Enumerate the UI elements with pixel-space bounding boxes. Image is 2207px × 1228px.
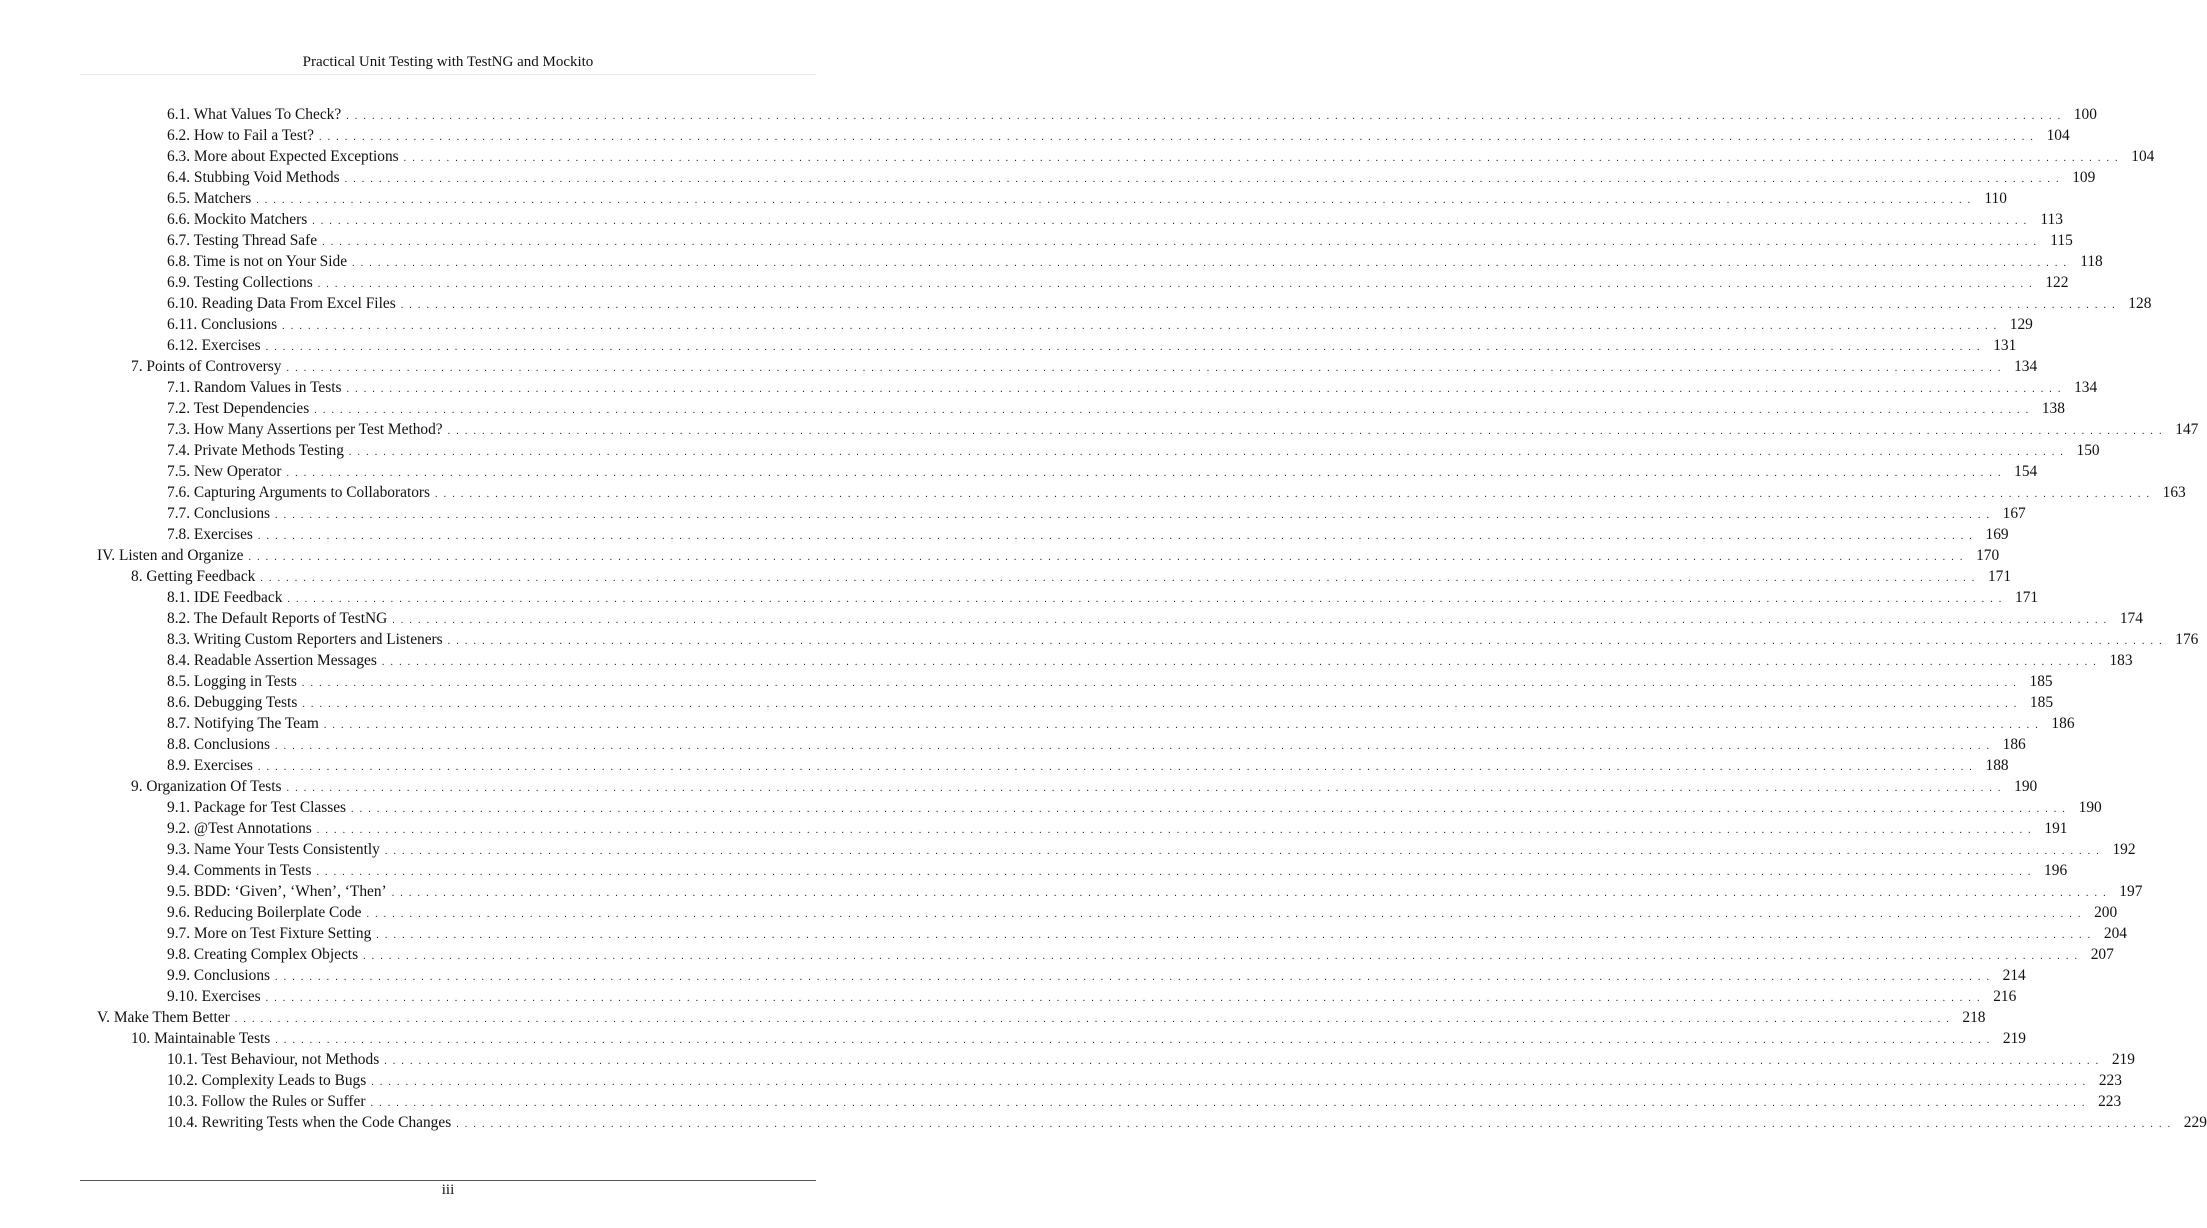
toc-entry[interactable] bbox=[0, 314, 2033, 335]
toc-entry-page-number[interactable]: 110 bbox=[1984, 190, 2007, 207]
toc-entry[interactable] bbox=[0, 1028, 2026, 1049]
dot-leader: . . . . . . . . . . . . . . . . . . . . . . . . . . . . . . . . . . . . . . . . . . . . . . . . . . . . . . . . . . . . . . . . . . . . . . . . . . . . . . . . . . . . . . . . . . . . . . . . . . . . . . . . . . . . . . . . . . . . . . . . . . . . . . . . . . . . . . . . . . . . . . . . . . . . . . . . . . . . . . . . . . . . . . . . . . . . . . . . . . . . . . . . . . . . . . . . . . . . . . . . bbox=[314, 405, 2030, 416]
toc-entry[interactable] bbox=[0, 461, 2038, 482]
toc-entry[interactable] bbox=[0, 839, 2136, 860]
toc-entry[interactable] bbox=[0, 923, 2127, 944]
toc-entry-page-number[interactable]: 223 bbox=[2098, 1072, 2122, 1089]
toc-entry[interactable] bbox=[0, 335, 2017, 356]
dot-leader: . . . . . . . . . . . . . . . . . . . . . . . . . . . . . . . . . . . . . . . . . . . . . . . . . . . . . . . . . . . . . . . . . . . . . . . . . . . . . . . . . . . . . . . . . . . . . . . . . . . . . . . . . . . . . . . . . . . . . . . . . . . . . . . . . . . . . . . . . . . . . . . . . . . . . . . . . . . . . . . . . . . . . . . . . . . . . . . . . . . . . . . . . . . . . . . . . . . . . . . . bbox=[435, 489, 2151, 500]
toc-entry-title[interactable]: 9.5. BDD: ‘Given’, ‘When’, ‘Then’ bbox=[167, 883, 387, 900]
toc-entry[interactable] bbox=[0, 356, 2038, 377]
dot-leader: . . . . . . . . . . . . . . . . . . . . . . . . . . . . . . . . . . . . . . . . . . . . . . . . . . . . . . . . . . . . . . . . . . . . . . . . . . . . . . . . . . . . . . . . . . . . . . . . . . . . . . . . . . . . . . . . . . . . . . . . . . . . . . . . . . . . . . . . . . . . . . . . . . . . . . . . . . . . . . . . . . . . . . . . . . . . . . . . . . . . . . . . . . . . . . . . . . . . . . . . bbox=[384, 1056, 2100, 1067]
toc-entry-page-number[interactable]: 186 bbox=[2002, 736, 2026, 753]
toc-entry-page-number[interactable]: 200 bbox=[2094, 904, 2118, 921]
toc-entry-page-number[interactable]: 188 bbox=[1985, 757, 2009, 774]
page-number: iii bbox=[441, 1182, 455, 1198]
toc-entry-page-number[interactable]: 169 bbox=[1985, 526, 2009, 543]
toc-entry[interactable] bbox=[0, 377, 2098, 398]
dot-leader: . . . . . . . . . . . . . . . . . . . . . . . . . . . . . . . . . . . . . . . . . . . . . . . . . . . . . . . . . . . . . . . . . . . . . . . . . . . . . . . . . . . . . . . . . . . . . . . . . . . . . . . . . . . . . . . . . . . . . . . . . . . . . . . . . . . . . . . . . . . . . . . . . . . . . . . . . . . . . . . . . . . . . . . . . . . . . . . . . . . . . . . . . . . . . . . . . . . . . . . . bbox=[256, 195, 1972, 206]
toc-entry-page-number[interactable]: 214 bbox=[2002, 967, 2026, 984]
toc-entry-title[interactable]: 8.9. Exercises bbox=[167, 757, 253, 774]
running-header: Practical Unit Testing with TestNG and Mockito bbox=[302, 54, 594, 70]
dot-leader: . . . . . . . . . . . . . . . . . . . . . . . . . . . . . . . . . . . . . . . . . . . . . . . . . . . . . . . . . . . . . . . . . . . . . . . . . . . . . . . . . . . . . . . . . . . . . . . . . . . . . . . . . . . . . . . . . . . . . . . . . . . . . . . . . . . . . . . . . . . . . . . . . . . . . . . . . . . . . . . . . . . . . . . . . . . . . . . . . . . . . . . . . . . . . . . . . . . . . . . . bbox=[260, 573, 1977, 584]
toc-entry-title[interactable]: 7.1. Random Values in Tests bbox=[167, 379, 342, 396]
dot-leader: . . . . . . . . . . . . . . . . . . . . . . . . . . . . . . . . . . . . . . . . . . . . . . . . . . . . . . . . . . . . . . . . . . . . . . . . . . . . . . . . . . . . . . . . . . . . . . . . . . . . . . . . . . . . . . . . . . . . . . . . . . . . . . . . . . . . . . . . . . . . . . . . . . . . . . . . . . . . . . . . . . . . . . . . . . . . . . . . . . . . . . . . . . . . . . . . . . . . . . . . bbox=[447, 426, 2164, 437]
toc-entry-title[interactable]: 9.1. Package for Test Classes bbox=[167, 799, 347, 816]
toc-entry-title[interactable]: 6.12. Exercises bbox=[167, 337, 261, 354]
toc-entry-title[interactable]: 6.9. Testing Collections bbox=[167, 274, 313, 291]
toc-entry-title[interactable]: 10.4. Rewriting Tests when the Code Changes bbox=[167, 1114, 452, 1131]
toc-entry-page-number[interactable]: 185 bbox=[2029, 694, 2054, 711]
dot-leader: . . . . . . . . . . . . . . . . . . . . . . . . . . . . . . . . . . . . . . . . . . . . . . . . . . . . . . . . . . . . . . . . . . . . . . . . . . . . . . . . . . . . . . . . . . . . . . . . . . . . . . . . . . . . . . . . . . . . . . . . . . . . . . . . . . . . . . . . . . . . . . . . . . . . . . . . . . . . . . . . . . . . . . . . . . . . . . . . . . . . . . . . . . . . . . . . . . . . . . . . bbox=[447, 636, 2164, 647]
dot-leader: . . . . . . . . . . . . . . . . . . . . . . . . . . . . . . . . . . . . . . . . . . . . . . . . . . . . . . . . . . . . . . . . . . . . . . . . . . . . . . . . . . . . . . . . . . . . . . . . . . . . . . . . . . . . . . . . . . . . . . . . . . . . . . . . . . . . . . . . . . . . . . . . . . . . . . . . . . . . . . . . . . . . . . . . . . . . . . . . . . . . . . . . . . . . . . . . . . . . . . . . bbox=[366, 909, 2083, 920]
toc-entry-page-number[interactable]: 147 bbox=[2175, 421, 2199, 438]
toc-entry-page-number[interactable]: 134 bbox=[2014, 358, 2038, 375]
toc-entry[interactable] bbox=[0, 902, 2118, 923]
toc-entry-title[interactable]: 9.6. Reducing Boilerplate Code bbox=[167, 904, 362, 921]
toc-entry[interactable] bbox=[0, 1070, 2122, 1091]
toc-entry[interactable] bbox=[0, 272, 2069, 293]
toc-entry-page-number[interactable]: 176 bbox=[2175, 631, 2199, 648]
toc-entry[interactable] bbox=[0, 986, 2017, 1007]
dot-leader: . . . . . . . . . . . . . . . . . . . . . . . . . . . . . . . . . . . . . . . . . . . . . . . . . . . . . . . . . . . . . . . . . . . . . . . . . . . . . . . . . . . . . . . . . . . . . . . . . . . . . . . . . . . . . . . . . . . . . . . . . . . . . . . . . . . . . . . . . . . . . . . . . . . . . . . . . . . . . . . . . . . . . . . . . . . . . . . . . . . . . . . . . . . . . . . . . . . . . . . . bbox=[323, 720, 2040, 731]
dot-leader: . . . . . . . . . . . . . . . . . . . . . . . . . . . . . . . . . . . . . . . . . . . . . . . . . . . . . . . . . . . . . . . . . . . . . . . . . . . . . . . . . . . . . . . . . . . . . . . . . . . . . . . . . . . . . . . . . . . . . . . . . . . . . . . . . . . . . . . . . . . . . . . . . . . . . . . . . . . . . . . . . . . . . . . . . . . . . . . . . . . . . . . . . . . . . . . . . . . . . . . . bbox=[400, 300, 2117, 311]
toc-entry-title[interactable]: 9.9. Conclusions bbox=[167, 967, 271, 984]
toc-entry-page-number[interactable]: 229 bbox=[2183, 1114, 2207, 1131]
dot-leader: . . . . . . . . . . . . . . . . . . . . . . . . . . . . . . . . . . . . . . . . . . . . . . . . . . . . . . . . . . . . . . . . . . . . . . . . . . . . . . . . . . . . . . . . . . . . . . . . . . . . . . . . . . . . . . . . . . . . . . . . . . . . . . . . . . . . . . . . . . . . . . . . . . . . . . . . . . . . . . . . . . . . . . . . . . . . . . . . . . . . . . . . . . . . . . . . . . . . . . . . bbox=[352, 258, 2068, 269]
toc-entry[interactable] bbox=[0, 734, 2026, 755]
dot-leader: . . . . . . . . . . . . . . . . . . . . . . . . . . . . . . . . . . . . . . . . . . . . . . . . . . . . . . . . . . . . . . . . . . . . . . . . . . . . . . . . . . . . . . . . . . . . . . . . . . . . . . . . . . . . . . . . . . . . . . . . . . . . . . . . . . . . . . . . . . . . . . . . . . . . . . . . . . . . . . . . . . . . . . . . . . . . . . . . . . . . . . . . . . . . . . . . . . . . . . . . bbox=[312, 216, 2028, 227]
toc-entry-title[interactable]: 8.6. Debugging Tests bbox=[167, 694, 298, 711]
dot-leader: . . . . . . . . . . . . . . . . . . . . . . . . . . . . . . . . . . . . . . . . . . . . . . . . . . . . . . . . . . . . . . . . . . . . . . . . . . . . . . . . . . . . . . . . . . . . . . . . . . . . . . . . . . . . . . . . . . . . . . . . . . . . . . . . . . . . . . . . . . . . . . . . . . . . . . . . . . . . . . . . . . . . . . . . . . . . . . . . . . . . . . . . . . . . . . . . . . . . . . . . bbox=[316, 825, 2033, 836]
dot-leader: . . . . . . . . . . . . . . . . . . . . . . . . . . . . . . . . . . . . . . . . . . . . . . . . . . . . . . . . . . . . . . . . . . . . . . . . . . . . . . . . . . . . . . . . . . . . . . . . . . . . . . . . . . . . . . . . . . . . . . . . . . . . . . . . . . . . . . . . . . . . . . . . . . . . . . . . . . . . . . . . . . . . . . . . . . . . . . . . . . . . . . . . . . . . . . . . . . . . . . . . bbox=[384, 846, 2101, 857]
toc-entry-title[interactable]: 10. Maintainable Tests bbox=[131, 1030, 271, 1047]
toc-entry-title[interactable]: 10.2. Complexity Leads to Bugs bbox=[167, 1072, 367, 1089]
toc-entry-page-number[interactable]: 104 bbox=[2046, 127, 2070, 144]
toc-entry-page-number[interactable]: 167 bbox=[2002, 505, 2026, 522]
toc-entry-page-number[interactable]: 191 bbox=[2044, 820, 2068, 837]
toc-entry-page-number[interactable]: 138 bbox=[2041, 400, 2065, 417]
toc-entry[interactable] bbox=[0, 419, 2199, 440]
toc-entry-title[interactable]: 9.2. @Test Annotations bbox=[167, 820, 312, 837]
toc-entry[interactable] bbox=[0, 1049, 2135, 1070]
toc-entry-page-number[interactable]: 109 bbox=[2072, 169, 2096, 186]
toc-entry[interactable] bbox=[0, 692, 2054, 713]
toc-entry-title[interactable]: 7.6. Capturing Arguments to Collaborators bbox=[167, 484, 431, 501]
table-of-contents bbox=[0, 104, 2207, 1133]
toc-entry[interactable] bbox=[0, 440, 2100, 461]
toc-entry-page-number[interactable]: 129 bbox=[2009, 316, 2033, 333]
dot-leader: . . . . . . . . . . . . . . . . . . . . . . . . . . . . . . . . . . . . . . . . . . . . . . . . . . . . . . . . . . . . . . . . . . . . . . . . . . . . . . . . . . . . . . . . . . . . . . . . . . . . . . . . . . . . . . . . . . . . . . . . . . . . . . . . . . . . . . . . . . . . . . . . . . . . . . . . . . . . . . . . . . . . . . . . . . . . . . . . . . . . . . . . . . . . . . . . . . . . . . . . bbox=[376, 930, 2092, 941]
dot-leader: . . . . . . . . . . . . . . . . . . . . . . . . . . . . . . . . . . . . . . . . . . . . . . . . . . . . . . . . . . . . . . . . . . . . . . . . . . . . . . . . . . . . . . . . . . . . . . . . . . . . . . . . . . . . . . . . . . . . . . . . . . . . . . . . . . . . . . . . . . . . . . . . . . . . . . . . . . . . . . . . . . . . . . . . . . . . . . . . . . . . . . . . . . . . . . . . . . . . . . . . bbox=[257, 762, 1974, 773]
dot-leader: . . . . . . . . . . . . . . . . . . . . . . . . . . . . . . . . . . . . . . . . . . . . . . . . . . . . . . . . . . . . . . . . . . . . . . . . . . . . . . . . . . . . . . . . . . . . . . . . . . . . . . . . . . . . . . . . . . . . . . . . . . . . . . . . . . . . . . . . . . . . . . . . . . . . . . . . . . . . . . . . . . . . . . . . . . . . . . . . . . . . . . . . . . . . . . . . . . . . . . . . bbox=[275, 972, 1991, 983]
toc-entry[interactable] bbox=[0, 545, 2000, 566]
toc-entry-title[interactable]: 8.7. Notifying The Team bbox=[167, 715, 319, 732]
dot-leader: . . . . . . . . . . . . . . . . . . . . . . . . . . . . . . . . . . . . . . . . . . . . . . . . . . . . . . . . . . . . . . . . . . . . . . . . . . . . . . . . . . . . . . . . . . . . . . . . . . . . . . . . . . . . . . . . . . . . . . . . . . . . . . . . . . . . . . . . . . . . . . . . . . . . . . . . . . . . . . . . . . . . . . . . . . . . . . . . . . . . . . . . . . . . . . . . . . . . . . . . bbox=[317, 279, 2034, 290]
toc-entry-title[interactable]: 6.8. Time is not on Your Side bbox=[167, 253, 348, 270]
toc-entry[interactable] bbox=[0, 1007, 1986, 1028]
dot-leader: . . . . . . . . . . . . . . . . . . . . . . . . . . . . . . . . . . . . . . . . . . . . . . . . . . . . . . . . . . . . . . . . . . . . . . . . . . . . . . . . . . . . . . . . . . . . . . . . . . . . . . . . . . . . . . . . . . . . . . . . . . . . . . . . . . . . . . . . . . . . . . . . . . . . . . . . . . . . . . . . . . . . . . . . . . . . . . . . . . . . . . . . . . . . . . . . . . . . . . . . bbox=[286, 783, 2003, 794]
toc-entry-title[interactable]: 9.7. More on Test Fixture Setting bbox=[167, 925, 372, 942]
toc-entry[interactable] bbox=[0, 650, 2133, 671]
dot-leader: . . . . . . . . . . . . . . . . . . . . . . . . . . . . . . . . . . . . . . . . . . . . . . . . . . . . . . . . . . . . . . . . . . . . . . . . . . . . . . . . . . . . . . . . . . . . . . . . . . . . . . . . . . . . . . . . . . . . . . . . . . . . . . . . . . . . . . . . . . . . . . . . . . . . . . . . . . . . . . . . . . . . . . . . . . . . . . . . . . . . . . . . . . . . . . . . . . . . . . . . bbox=[265, 342, 1982, 353]
toc-entry[interactable] bbox=[0, 629, 2199, 650]
toc-entry-page-number[interactable]: 207 bbox=[2090, 946, 2114, 963]
toc-entry[interactable] bbox=[0, 167, 2096, 188]
dot-leader: . . . . . . . . . . . . . . . . . . . . . . . . . . . . . . . . . . . . . . . . . . . . . . . . . . . . . . . . . . . . . . . . . . . . . . . . . . . . . . . . . . . . . . . . . . . . . . . . . . . . . . . . . . . . . . . . . . . . . . . . . . . . . . . . . . . . . . . . . . . . . . . . . . . . . . . . . . . . . . . . . . . . . . . . . . . . . . . . . . . . . . . . . . . . . . . . . . . . . . . . bbox=[392, 615, 2108, 626]
toc-entry-title[interactable]: 10.1. Test Behaviour, not Methods bbox=[167, 1051, 380, 1068]
toc-entry-title[interactable]: 9.3. Name Your Tests Consistently bbox=[167, 841, 380, 858]
dot-leader: . . . . . . . . . . . . . . . . . . . . . . . . . . . . . . . . . . . . . . . . . . . . . . . . . . . . . . . . . . . . . . . . . . . . . . . . . . . . . . . . . . . . . . . . . . . . . . . . . . . . . . . . . . . . . . . . . . . . . . . . . . . . . . . . . . . . . . . . . . . . . . . . . . . . . . . . . . . . . . . . . . . . . . . . . . . . . . . . . . . . . . . . . . . . . . . . . . . . . . . . bbox=[275, 510, 1991, 521]
toc-entry-title[interactable]: 8.5. Logging in Tests bbox=[167, 673, 297, 690]
toc-entry-title[interactable]: 9. Organization Of Tests bbox=[131, 778, 282, 795]
toc-entry[interactable] bbox=[0, 503, 2026, 524]
dot-leader: . . . . . . . . . . . . . . . . . . . . . . . . . . . . . . . . . . . . . . . . . . . . . . . . . . . . . . . . . . . . . . . . . . . . . . . . . . . . . . . . . . . . . . . . . . . . . . . . . . . . . . . . . . . . . . . . . . . . . . . . . . . . . . . . . . . . . . . . . . . . . . . . . . . . . . . . . . . . . . . . . . . . . . . . . . . . . . . . . . . . . . . . . . . . . . . . . . . . . . . . bbox=[302, 699, 2019, 710]
toc-entry[interactable] bbox=[0, 566, 2012, 587]
toc-entry-page-number[interactable]: 134 bbox=[2074, 379, 2098, 396]
toc-entry-page-number[interactable]: 122 bbox=[2045, 274, 2069, 291]
toc-entry-page-number[interactable]: 170 bbox=[1976, 547, 2000, 564]
dot-leader: . . . . . . . . . . . . . . . . . . . . . . . . . . . . . . . . . . . . . . . . . . . . . . . . . . . . . . . . . . . . . . . . . . . . . . . . . . . . . . . . . . . . . . . . . . . . . . . . . . . . . . . . . . . . . . . . . . . . . . . . . . . . . . . . . . . . . . . . . . . . . . . . . . . . . . . . . . . . . . . . . . . . . . . . . . . . . . . . . . . . . . . . . . . . . . . . . . . . . . . . bbox=[363, 951, 2079, 962]
toc-entry-page-number[interactable]: 223 bbox=[2098, 1093, 2122, 1110]
toc-entry-page-number[interactable]: 183 bbox=[2109, 652, 2133, 669]
toc-entry[interactable] bbox=[0, 146, 2155, 167]
toc-entry-page-number[interactable]: 185 bbox=[2029, 673, 2053, 690]
toc-entry-page-number[interactable]: 197 bbox=[2119, 883, 2143, 900]
toc-entry-title[interactable]: 9.4. Comments in Tests bbox=[167, 862, 312, 879]
toc-entry-title[interactable]: 6.6. Mockito Matchers bbox=[167, 211, 308, 228]
toc-entry[interactable] bbox=[0, 671, 2053, 692]
toc-entry-title[interactable]: 6.5. Matchers bbox=[167, 190, 252, 207]
toc-entry-page-number[interactable]: 190 bbox=[2014, 778, 2038, 795]
toc-entry-title[interactable]: 6.11. Conclusions bbox=[167, 316, 278, 333]
dot-leader: . . . . . . . . . . . . . . . . . . . . . . . . . . . . . . . . . . . . . . . . . . . . . . . . . . . . . . . . . . . . . . . . . . . . . . . . . . . . . . . . . . . . . . . . . . . . . . . . . . . . . . . . . . . . . . . . . . . . . . . . . . . . . . . . . . . . . . . . . . . . . . . . . . . . . . . . . . . . . . . . . . . . . . . . . . . . . . . . . . . . . . . . . . . . . . . . . . . . . . . . bbox=[275, 1035, 1991, 1046]
dot-leader: . . . . . . . . . . . . . . . . . . . . . . . . . . . . . . . . . . . . . . . . . . . . . . . . . . . . . . . . . . . . . . . . . . . . . . . . . . . . . . . . . . . . . . . . . . . . . . . . . . . . . . . . . . . . . . . . . . . . . . . . . . . . . . . . . . . . . . . . . . . . . . . . . . . . . . . . . . . . . . . . . . . . . . . . . . . . . . . . . . . . . . . . . . . . . . . . . . . . . . . . bbox=[316, 867, 2033, 878]
toc-entry[interactable] bbox=[0, 797, 2102, 818]
toc-entry-page-number[interactable]: 113 bbox=[2040, 211, 2063, 228]
dot-leader: . . . . . . . . . . . . . . . . . . . . . . . . . . . . . . . . . . . . . . . . . . . . . . . . . . . . . . . . . . . . . . . . . . . . . . . . . . . . . . . . . . . . . . . . . . . . . . . . . . . . . . . . . . . . . . . . . . . . . . . . . . . . . . . . . . . . . . . . . . . . . . . . . . . . . . . . . . . . . . . . . . . . . . . . . . . . . . . . . . . . . . . . . . . . . . . . . . . . . . . . bbox=[371, 1077, 2087, 1088]
dot-leader: . . . . . . . . . . . . . . . . . . . . . . . . . . . . . . . . . . . . . . . . . . . . . . . . . . . . . . . . . . . . . . . . . . . . . . . . . . . . . . . . . . . . . . . . . . . . . . . . . . . . . . . . . . . . . . . . . . . . . . . . . . . . . . . . . . . . . . . . . . . . . . . . . . . . . . . . . . . . . . . . . . . . . . . . . . . . . . . . . . . . . . . . . . . . . . . . . . . . . . . . bbox=[322, 237, 2038, 248]
dot-leader: . . . . . . . . . . . . . . . . . . . . . . . . . . . . . . . . . . . . . . . . . . . . . . . . . . . . . . . . . . . . . . . . . . . . . . . . . . . . . . . . . . . . . . . . . . . . . . . . . . . . . . . . . . . . . . . . . . . . . . . . . . . . . . . . . . . . . . . . . . . . . . . . . . . . . . . . . . . . . . . . . . . . . . . . . . . . . . . . . . . . . . . . . . . . . . . . . . . . . . . . bbox=[248, 552, 1965, 563]
toc-entry-page-number[interactable]: 219 bbox=[2111, 1051, 2135, 1068]
toc-entry-title[interactable]: 9.10. Exercises bbox=[167, 988, 261, 1005]
toc-entry[interactable] bbox=[0, 125, 2070, 146]
dot-leader: . . . . . . . . . . . . . . . . . . . . . . . . . . . . . . . . . . . . . . . . . . . . . . . . . . . . . . . . . . . . . . . . . . . . . . . . . . . . . . . . . . . . . . . . . . . . . . . . . . . . . . . . . . . . . . . . . . . . . . . . . . . . . . . . . . . . . . . . . . . . . . . . . . . . . . . . . . . . . . . . . . . . . . . . . . . . . . . . . . . . . . . . . . . . . . . . . . . . . . . . bbox=[344, 174, 2061, 185]
toc-entry[interactable] bbox=[0, 713, 2075, 734]
dot-leader: . . . . . . . . . . . . . . . . . . . . . . . . . . . . . . . . . . . . . . . . . . . . . . . . . . . . . . . . . . . . . . . . . . . . . . . . . . . . . . . . . . . . . . . . . . . . . . . . . . . . . . . . . . . . . . . . . . . . . . . . . . . . . . . . . . . . . . . . . . . . . . . . . . . . . . . . . . . . . . . . . . . . . . . . . . . . . . . . . . . . . . . . . . . . . . . . . . . . . . . . bbox=[370, 1098, 2087, 1109]
toc-entry[interactable] bbox=[0, 818, 2068, 839]
toc-entry-title[interactable]: 8.1. IDE Feedback bbox=[167, 589, 283, 606]
dot-leader: . . . . . . . . . . . . . . . . . . . . . . . . . . . . . . . . . . . . . . . . . . . . . . . . . . . . . . . . . . . . . . . . . . . . . . . . . . . . . . . . . . . . . . . . . . . . . . . . . . . . . . . . . . . . . . . . . . . . . . . . . . . . . . . . . . . . . . . . . . . . . . . . . . . . . . . . . . . . . . . . . . . . . . . . . . . . . . . . . . . . . . . . . . . . . . . . . . . . . . . . bbox=[318, 132, 2035, 143]
header-divider bbox=[80, 74, 816, 75]
toc-entry-page-number[interactable]: 171 bbox=[2015, 589, 2039, 606]
dot-leader: . . . . . . . . . . . . . . . . . . . . . . . . . . . . . . . . . . . . . . . . . . . . . . . . . . . . . . . . . . . . . . . . . . . . . . . . . . . . . . . . . . . . . . . . . . . . . . . . . . . . . . . . . . . . . . . . . . . . . . . . . . . . . . . . . . . . . . . . . . . . . . . . . . . . . . . . . . . . . . . . . . . . . . . . . . . . . . . . . . . . . . . . . . . . . . . . . . . . . . . . bbox=[391, 888, 2108, 899]
toc-entry-page-number[interactable]: 154 bbox=[2014, 463, 2038, 480]
dot-leader: . . . . . . . . . . . . . . . . . . . . . . . . . . . . . . . . . . . . . . . . . . . . . . . . . . . . . . . . . . . . . . . . . . . . . . . . . . . . . . . . . . . . . . . . . . . . . . . . . . . . . . . . . . . . . . . . . . . . . . . . . . . . . . . . . . . . . . . . . . . . . . . . . . . . . . . . . . . . . . . . . . . . . . . . . . . . . . . . . . . . . . . . . . . . . . . . . . . . . . . . bbox=[381, 657, 2098, 668]
toc-entry-title[interactable]: 9.8. Creating Complex Objects bbox=[167, 946, 359, 963]
toc-entry-page-number[interactable]: 150 bbox=[2076, 442, 2100, 459]
toc-entry-title[interactable]: 7. Points of Controversy bbox=[131, 358, 282, 375]
toc-entry-title[interactable]: 7.2. Test Dependencies bbox=[167, 400, 310, 417]
toc-entry-title[interactable]: 7.8. Exercises bbox=[167, 526, 253, 543]
toc-entry[interactable] bbox=[0, 251, 2103, 272]
toc-entry-page-number[interactable]: 115 bbox=[2050, 232, 2073, 249]
dot-leader: . . . . . . . . . . . . . . . . . . . . . . . . . . . . . . . . . . . . . . . . . . . . . . . . . . . . . . . . . . . . . . . . . . . . . . . . . . . . . . . . . . . . . . . . . . . . . . . . . . . . . . . . . . . . . . . . . . . . . . . . . . . . . . . . . . . . . . . . . . . . . . . . . . . . . . . . . . . . . . . . . . . . . . . . . . . . . . . . . . . . . . . . . . . . . . . . . . . . . . . . bbox=[346, 111, 2062, 122]
toc-entry-title[interactable]: 6.3. More about Expected Exceptions bbox=[167, 148, 399, 165]
toc-entry[interactable] bbox=[0, 944, 2114, 965]
toc-entry[interactable] bbox=[0, 1091, 2122, 1112]
toc-entry-page-number[interactable]: 128 bbox=[2128, 295, 2152, 312]
toc-entry[interactable] bbox=[0, 104, 2097, 125]
toc-entry-page-number[interactable]: 174 bbox=[2119, 610, 2143, 627]
dot-leader: . . . . . . . . . . . . . . . . . . . . . . . . . . . . . . . . . . . . . . . . . . . . . . . . . . . . . . . . . . . . . . . . . . . . . . . . . . . . . . . . . . . . . . . . . . . . . . . . . . . . . . . . . . . . . . . . . . . . . . . . . . . . . . . . . . . . . . . . . . . . . . . . . . . . . . . . . . . . . . . . . . . . . . . . . . . . . . . . . . . . . . . . . . . . . . . . . . . . . . . . bbox=[257, 531, 1974, 542]
toc-entry-title[interactable]: 6.4. Stubbing Void Methods bbox=[167, 169, 340, 186]
toc-entry-page-number[interactable]: 204 bbox=[2103, 925, 2127, 942]
toc-entry[interactable] bbox=[0, 776, 2038, 797]
toc-entry-page-number[interactable]: 190 bbox=[2078, 799, 2102, 816]
toc-entry-title[interactable]: 7.3. How Many Assertions per Test Method? bbox=[167, 421, 443, 438]
dot-leader: . . . . . . . . . . . . . . . . . . . . . . . . . . . . . . . . . . . . . . . . . . . . . . . . . . . . . . . . . . . . . . . . . . . . . . . . . . . . . . . . . . . . . . . . . . . . . . . . . . . . . . . . . . . . . . . . . . . . . . . . . . . . . . . . . . . . . . . . . . . . . . . . . . . . . . . . . . . . . . . . . . . . . . . . . . . . . . . . . . . . . . . . . . . . . . . . . . . . . . . . bbox=[282, 321, 1998, 332]
toc-entry-title[interactable]: 10.3. Follow the Rules or Suffer bbox=[167, 1093, 366, 1110]
toc-entry-title[interactable]: 7.7. Conclusions bbox=[167, 505, 271, 522]
toc-entry-title[interactable]: 7.5. New Operator bbox=[167, 463, 282, 480]
toc-entry[interactable] bbox=[0, 755, 2009, 776]
toc-entry[interactable] bbox=[0, 1112, 2207, 1133]
toc-entry-page-number[interactable]: 186 bbox=[2051, 715, 2075, 732]
toc-entry-title[interactable]: 6.7. Testing Thread Safe bbox=[167, 232, 318, 249]
dot-leader: . . . . . . . . . . . . . . . . . . . . . . . . . . . . . . . . . . . . . . . . . . . . . . . . . . . . . . . . . . . . . . . . . . . . . . . . . . . . . . . . . . . . . . . . . . . . . . . . . . . . . . . . . . . . . . . . . . . . . . . . . . . . . . . . . . . . . . . . . . . . . . . . . . . . . . . . . . . . . . . . . . . . . . . . . . . . . . . . . . . . . . . . . . . . . . . . . . . . . . . . bbox=[286, 468, 2003, 479]
toc-entry-page-number[interactable]: 131 bbox=[1993, 337, 2017, 354]
dot-leader: . . . . . . . . . . . . . . . . . . . . . . . . . . . . . . . . . . . . . . . . . . . . . . . . . . . . . . . . . . . . . . . . . . . . . . . . . . . . . . . . . . . . . . . . . . . . . . . . . . . . . . . . . . . . . . . . . . . . . . . . . . . . . . . . . . . . . . . . . . . . . . . . . . . . . . . . . . . . . . . . . . . . . . . . . . . . . . . . . . . . . . . . . . . . . . . . . . . . . . . . bbox=[351, 804, 2067, 815]
dot-leader: . . . . . . . . . . . . . . . . . . . . . . . . . . . . . . . . . . . . . . . . . . . . . . . . . . . . . . . . . . . . . . . . . . . . . . . . . . . . . . . . . . . . . . . . . . . . . . . . . . . . . . . . . . . . . . . . . . . . . . . . . . . . . . . . . . . . . . . . . . . . . . . . . . . . . . . . . . . . . . . . . . . . . . . . . . . . . . . . . . . . . . . . . . . . . . . . . . . . . . . . bbox=[286, 363, 2003, 374]
dot-leader: . . . . . . . . . . . . . . . . . . . . . . . . . . . . . . . . . . . . . . . . . . . . . . . . . . . . . . . . . . . . . . . . . . . . . . . . . . . . . . . . . . . . . . . . . . . . . . . . . . . . . . . . . . . . . . . . . . . . . . . . . . . . . . . . . . . . . . . . . . . . . . . . . . . . . . . . . . . . . . . . . . . . . . . . . . . . . . . . . . . . . . . . . . . . . . . . . . . . . . . . bbox=[275, 741, 1991, 752]
toc-entry-title[interactable]: 8.8. Conclusions bbox=[167, 736, 271, 753]
toc-entry-page-number[interactable]: 118 bbox=[2080, 253, 2103, 270]
toc-entry[interactable] bbox=[0, 230, 2073, 251]
toc-entry[interactable] bbox=[0, 965, 2026, 986]
toc-entry[interactable] bbox=[0, 209, 2063, 230]
dot-leader: . . . . . . . . . . . . . . . . . . . . . . . . . . . . . . . . . . . . . . . . . . . . . . . . . . . . . . . . . . . . . . . . . . . . . . . . . . . . . . . . . . . . . . . . . . . . . . . . . . . . . . . . . . . . . . . . . . . . . . . . . . . . . . . . . . . . . . . . . . . . . . . . . . . . . . . . . . . . . . . . . . . . . . . . . . . . . . . . . . . . . . . . . . . . . . . . . . . . . . . . bbox=[348, 447, 2065, 458]
toc-entry-title[interactable]: 8.4. Readable Assertion Messages bbox=[167, 652, 377, 669]
toc-entry-title[interactable]: IV. Listen and Organize bbox=[97, 547, 244, 564]
toc-entry[interactable] bbox=[0, 881, 2143, 902]
toc-entry-page-number[interactable]: 171 bbox=[1987, 568, 2012, 585]
toc-entry-title[interactable]: 8.3. Writing Custom Reporters and Listeners bbox=[167, 631, 443, 648]
dot-leader: . . . . . . . . . . . . . . . . . . . . . . . . . . . . . . . . . . . . . . . . . . . . . . . . . . . . . . . . . . . . . . . . . . . . . . . . . . . . . . . . . . . . . . . . . . . . . . . . . . . . . . . . . . . . . . . . . . . . . . . . . . . . . . . . . . . . . . . . . . . . . . . . . . . . . . . . . . . . . . . . . . . . . . . . . . . . . . . . . . . . . . . . . . . . . . . . . . . . . . . . bbox=[346, 384, 2063, 395]
toc-entry[interactable] bbox=[0, 293, 2152, 314]
toc-entry-page-number[interactable]: 104 bbox=[2131, 148, 2155, 165]
dot-leader: . . . . . . . . . . . . . . . . . . . . . . . . . . . . . . . . . . . . . . . . . . . . . . . . . . . . . . . . . . . . . . . . . . . . . . . . . . . . . . . . . . . . . . . . . . . . . . . . . . . . . . . . . . . . . . . . . . . . . . . . . . . . . . . . . . . . . . . . . . . . . . . . . . . . . . . . . . . . . . . . . . . . . . . . . . . . . . . . . . . . . . . . . . . . . . . . . . . . . . . . bbox=[287, 594, 2004, 605]
toc-entry-title[interactable]: 6.10. Reading Data From Excel Files bbox=[167, 295, 396, 312]
toc-entry-title[interactable]: V. Make Them Better bbox=[97, 1009, 230, 1026]
toc-entry-page-number[interactable]: 163 bbox=[2162, 484, 2186, 501]
dot-leader: . . . . . . . . . . . . . . . . . . . . . . . . . . . . . . . . . . . . . . . . . . . . . . . . . . . . . . . . . . . . . . . . . . . . . . . . . . . . . . . . . . . . . . . . . . . . . . . . . . . . . . . . . . . . . . . . . . . . . . . . . . . . . . . . . . . . . . . . . . . . . . . . . . . . . . . . . . . . . . . . . . . . . . . . . . . . . . . . . . . . . . . . . . . . . . . . . . . . . . . . bbox=[456, 1119, 2172, 1130]
toc-entry[interactable] bbox=[0, 608, 2143, 629]
toc-entry-title[interactable]: 8. Getting Feedback bbox=[131, 568, 256, 585]
dot-leader: . . . . . . . . . . . . . . . . . . . . . . . . . . . . . . . . . . . . . . . . . . . . . . . . . . . . . . . . . . . . . . . . . . . . . . . . . . . . . . . . . . . . . . . . . . . . . . . . . . . . . . . . . . . . . . . . . . . . . . . . . . . . . . . . . . . . . . . . . . . . . . . . . . . . . . . . . . . . . . . . . . . . . . . . . . . . . . . . . . . . . . . . . . . . . . . . . . . . . . . . bbox=[234, 1014, 1951, 1025]
toc-entry-title[interactable]: 6.2. How to Fail a Test? bbox=[167, 127, 314, 144]
dot-leader: . . . . . . . . . . . . . . . . . . . . . . . . . . . . . . . . . . . . . . . . . . . . . . . . . . . . . . . . . . . . . . . . . . . . . . . . . . . . . . . . . . . . . . . . . . . . . . . . . . . . . . . . . . . . . . . . . . . . . . . . . . . . . . . . . . . . . . . . . . . . . . . . . . . . . . . . . . . . . . . . . . . . . . . . . . . . . . . . . . . . . . . . . . . . . . . . . . . . . . . . bbox=[265, 993, 1982, 1004]
toc-entry[interactable] bbox=[0, 398, 2065, 419]
toc-entry-page-number[interactable]: 196 bbox=[2044, 862, 2068, 879]
toc-entry-page-number[interactable]: 219 bbox=[2002, 1030, 2026, 1047]
toc-entry-page-number[interactable]: 218 bbox=[1962, 1009, 1986, 1026]
toc-entry[interactable] bbox=[0, 482, 2186, 503]
toc-entry[interactable] bbox=[0, 188, 2007, 209]
toc-entry[interactable] bbox=[0, 587, 2039, 608]
dot-leader: . . . . . . . . . . . . . . . . . . . . . . . . . . . . . . . . . . . . . . . . . . . . . . . . . . . . . . . . . . . . . . . . . . . . . . . . . . . . . . . . . . . . . . . . . . . . . . . . . . . . . . . . . . . . . . . . . . . . . . . . . . . . . . . . . . . . . . . . . . . . . . . . . . . . . . . . . . . . . . . . . . . . . . . . . . . . . . . . . . . . . . . . . . . . . . . . . . . . . . . . bbox=[403, 153, 2120, 164]
toc-entry-page-number[interactable]: 216 bbox=[1993, 988, 2017, 1005]
toc-entry-page-number[interactable]: 192 bbox=[2112, 841, 2136, 858]
toc-entry-title[interactable]: 8.2. The Default Reports of TestNG bbox=[167, 610, 388, 627]
toc-entry-title[interactable]: 7.4. Private Methods Testing bbox=[167, 442, 344, 459]
toc-entry-page-number[interactable]: 100 bbox=[2073, 106, 2097, 123]
toc-entry-title[interactable]: 6.1. What Values To Check? bbox=[167, 106, 342, 123]
toc-entry[interactable] bbox=[0, 860, 2068, 881]
toc-entry[interactable] bbox=[0, 524, 2009, 545]
dot-leader: . . . . . . . . . . . . . . . . . . . . . . . . . . . . . . . . . . . . . . . . . . . . . . . . . . . . . . . . . . . . . . . . . . . . . . . . . . . . . . . . . . . . . . . . . . . . . . . . . . . . . . . . . . . . . . . . . . . . . . . . . . . . . . . . . . . . . . . . . . . . . . . . . . . . . . . . . . . . . . . . . . . . . . . . . . . . . . . . . . . . . . . . . . . . . . . . . . . . . . . . bbox=[301, 678, 2018, 689]
